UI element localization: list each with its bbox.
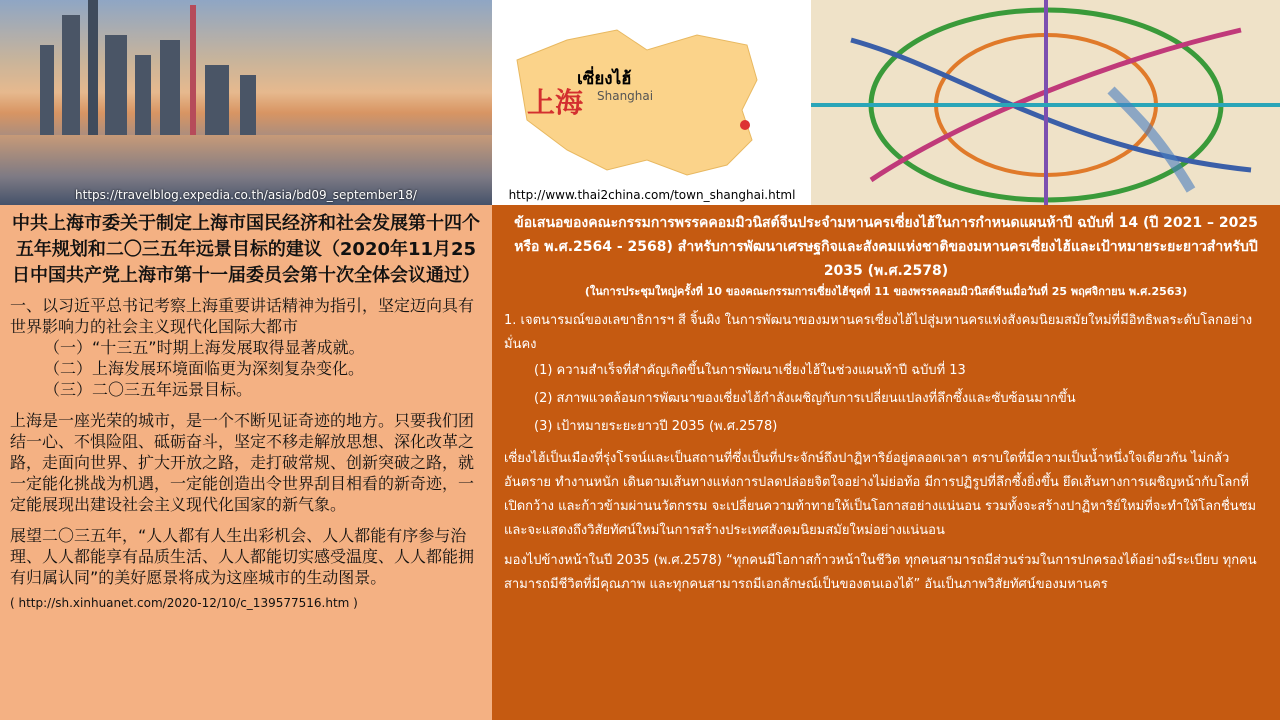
thai-paragraph-1: เซี่ยงไฮ้เป็นเมืองที่รุ่งโรจน์และเป็นสถานที่ซึ่งเป็นที่ประจักษ์ถึงปาฏิหาริย์อยู่ตลอดเวลา ตราบใดที่มีความเป็นน้ำหนึ่งใจเดียวกัน ไม่กลัวอันตราย ทำงานหนัก เดินตามเส้นทางแห่งการปลดปล่อยจิตใจอย่างไม่ย่อท้อ มีการปฏิรูปที่ลึกซึ้งยิ่งขึ้น ยึดเส้นทางการเผชิญหน้ากับโลกที่เปิดกว้าง และก้าวข้ามผ่านนวัตกรรม จะเปลี่ยนความท้าทายให้เป็นโอกาสอย่างแน่นอน รวมทั้งจะสร้างปาฏิหาริย์ใหม่ที่จะทำให้โลกชื่นชม และจะแสดงถึงวิสัยทัศน์ใหม่ในการสร้างประเทศสังคมนิยมสมัยใหม่อย่างแน่นอน — [504, 451, 1257, 538]
china-map — [497, 0, 807, 205]
building — [40, 45, 54, 135]
building — [240, 75, 256, 135]
chinese-list-item: （二）上海发展环境面临更为深刻复杂变化。 — [44, 359, 365, 378]
shanghai-marker — [740, 120, 750, 130]
chinese-list-item: （一）“十三五”时期上海发展取得显著成就。 — [44, 338, 365, 357]
map-label-en: Shanghai — [597, 89, 654, 103]
thai-list-item: (2) สภาพแวดล้อมการพัฒนาของเซี่ยงไฮ้กำลังเผชิญกับการเปลี่ยนแปลงที่ลึกซึ้งและซับซ้อนมากขึ้น — [534, 391, 1076, 406]
thai-section-1: 1. เจตนารมณ์ของเลขาธิการฯ สี จิ้นผิง ในการพัฒนาของมหานครเซี่ยงไฮ้ไปสู่มหานครแห่งสังคมนิยมสมัยใหม่ที่มีอิทธิพลระดับโลกอย่างมั่นคง — [504, 313, 1253, 352]
shanghai-skyline-photo — [0, 0, 492, 205]
building — [160, 40, 180, 135]
tourist-map-illustration — [811, 0, 1280, 205]
shanghai-tourist-map-image — [811, 0, 1280, 205]
building — [205, 65, 229, 135]
chinese-source-url: ( http://sh.xinhuanet.com/2020-12/10/c_139577516.htm ) — [10, 596, 358, 610]
building — [62, 15, 80, 135]
map-source-url: http://www.thai2china.com/town_shanghai.html — [508, 188, 796, 202]
building — [135, 55, 151, 135]
thai-text-panel — [492, 205, 1280, 720]
thai-list-item: (1) ความสำเร็จที่สำคัญเกิดขึ้นในการพัฒนาเซี่ยงไฮ้ในช่วงแผนห้าปี ฉบับที่ 13 — [534, 363, 966, 378]
building — [105, 35, 127, 135]
chinese-document-title: 中共上海市委关于制定上海市国民经济和社会发展第十四个五年规划和二〇三五年远景目标的建议（2020年11月25日中国共产党上海市第十一届委员会第十次全体会议通过） — [12, 213, 480, 286]
thai-paragraph-2: มองไปข้างหน้าในปี 2035 (พ.ศ.2578) “ทุกคนมีโอกาสก้าวหน้าในชีวิต ทุกคนสามารถมีส่วนร่วมในการปกครองได้อย่างมีระเบียบ ทุกคนสามารถมีชีวิตที่มีคุณภาพ และทุกคนสามารถมีเอกลักษณ์เป็นของตนเองได้” อันเป็นภาพวิสัยทัศน์ของมหานคร — [504, 553, 1257, 592]
skyline-source-url: https://travelblog.expedia.co.th/asia/bd09_september18/ — [75, 188, 417, 202]
chinese-text-panel — [0, 205, 492, 720]
thai-document-title: ข้อเสนอของคณะกรรมการพรรคคอมมิวนิสต์จีนประจำมหานครเซี่ยงไฮ้ในการกำหนดแผนห้าปี ฉบับที่ 14 (ปี 2021 – 2025 หรือ พ.ศ.2564 - 2568) สำหรับการพัฒนาเศรษฐกิจและสังคมแห่งชาติของมหานครเซี่ยงไฮ้และเป้าหมายระยะยาวสำหรับปี 2035 (พ.ศ.2578) — [514, 215, 1258, 279]
tv-tower — [190, 5, 196, 135]
map-label-thai: เซี่ยงไฮ้ — [577, 69, 632, 89]
chinese-paragraph-1: 上海是一座光荣的城市，是一个不断见证奇迹的地方。只要我们团结一心、不惧险阻、砥砺奋斗，坚定不移走解放思想、深化改革之路，走面向世界、扩大开放之路，走打破常规、创新突破之路，就一定能化挑战为机遇，一定能创造出令世界刮目相看的新奇迹，一定能展现出建设社会主义现代化国家的新气象。 — [10, 411, 475, 514]
china-map-image — [497, 0, 807, 205]
thai-document-subtitle: (ในการประชุมใหญ่ครั้งที่ 10 ของคณะกรรมการเซี่ยงไฮ้ชุดที่ 11 ของพรรคคอมมิวนิสต์จีนเมื่อวันที่ 25 พฤศจิกายน พ.ศ.2563) — [584, 285, 1188, 298]
chinese-section-1: 一、以习近平总书记考察上海重要讲话精神为指引，坚定迈向具有世界影响力的社会主义现代化国际大都市 — [10, 296, 475, 336]
tower — [88, 0, 98, 135]
chinese-list-item: （三）二〇三五年远景目标。 — [44, 380, 253, 399]
map-label-cn: 上海 — [527, 86, 584, 119]
chinese-paragraph-2: 展望二〇三五年，“人人都有人生出彩机会、人人都能有序参与治理、人人都能享有品质生活、人人都能切实感受温度、人人都能拥有归属认同”的美好愿景将成为这座城市的生动图景。 — [10, 526, 475, 587]
thai-list-item: (3) เป้าหมายระยะยาวปี 2035 (พ.ศ.2578) — [534, 419, 778, 434]
